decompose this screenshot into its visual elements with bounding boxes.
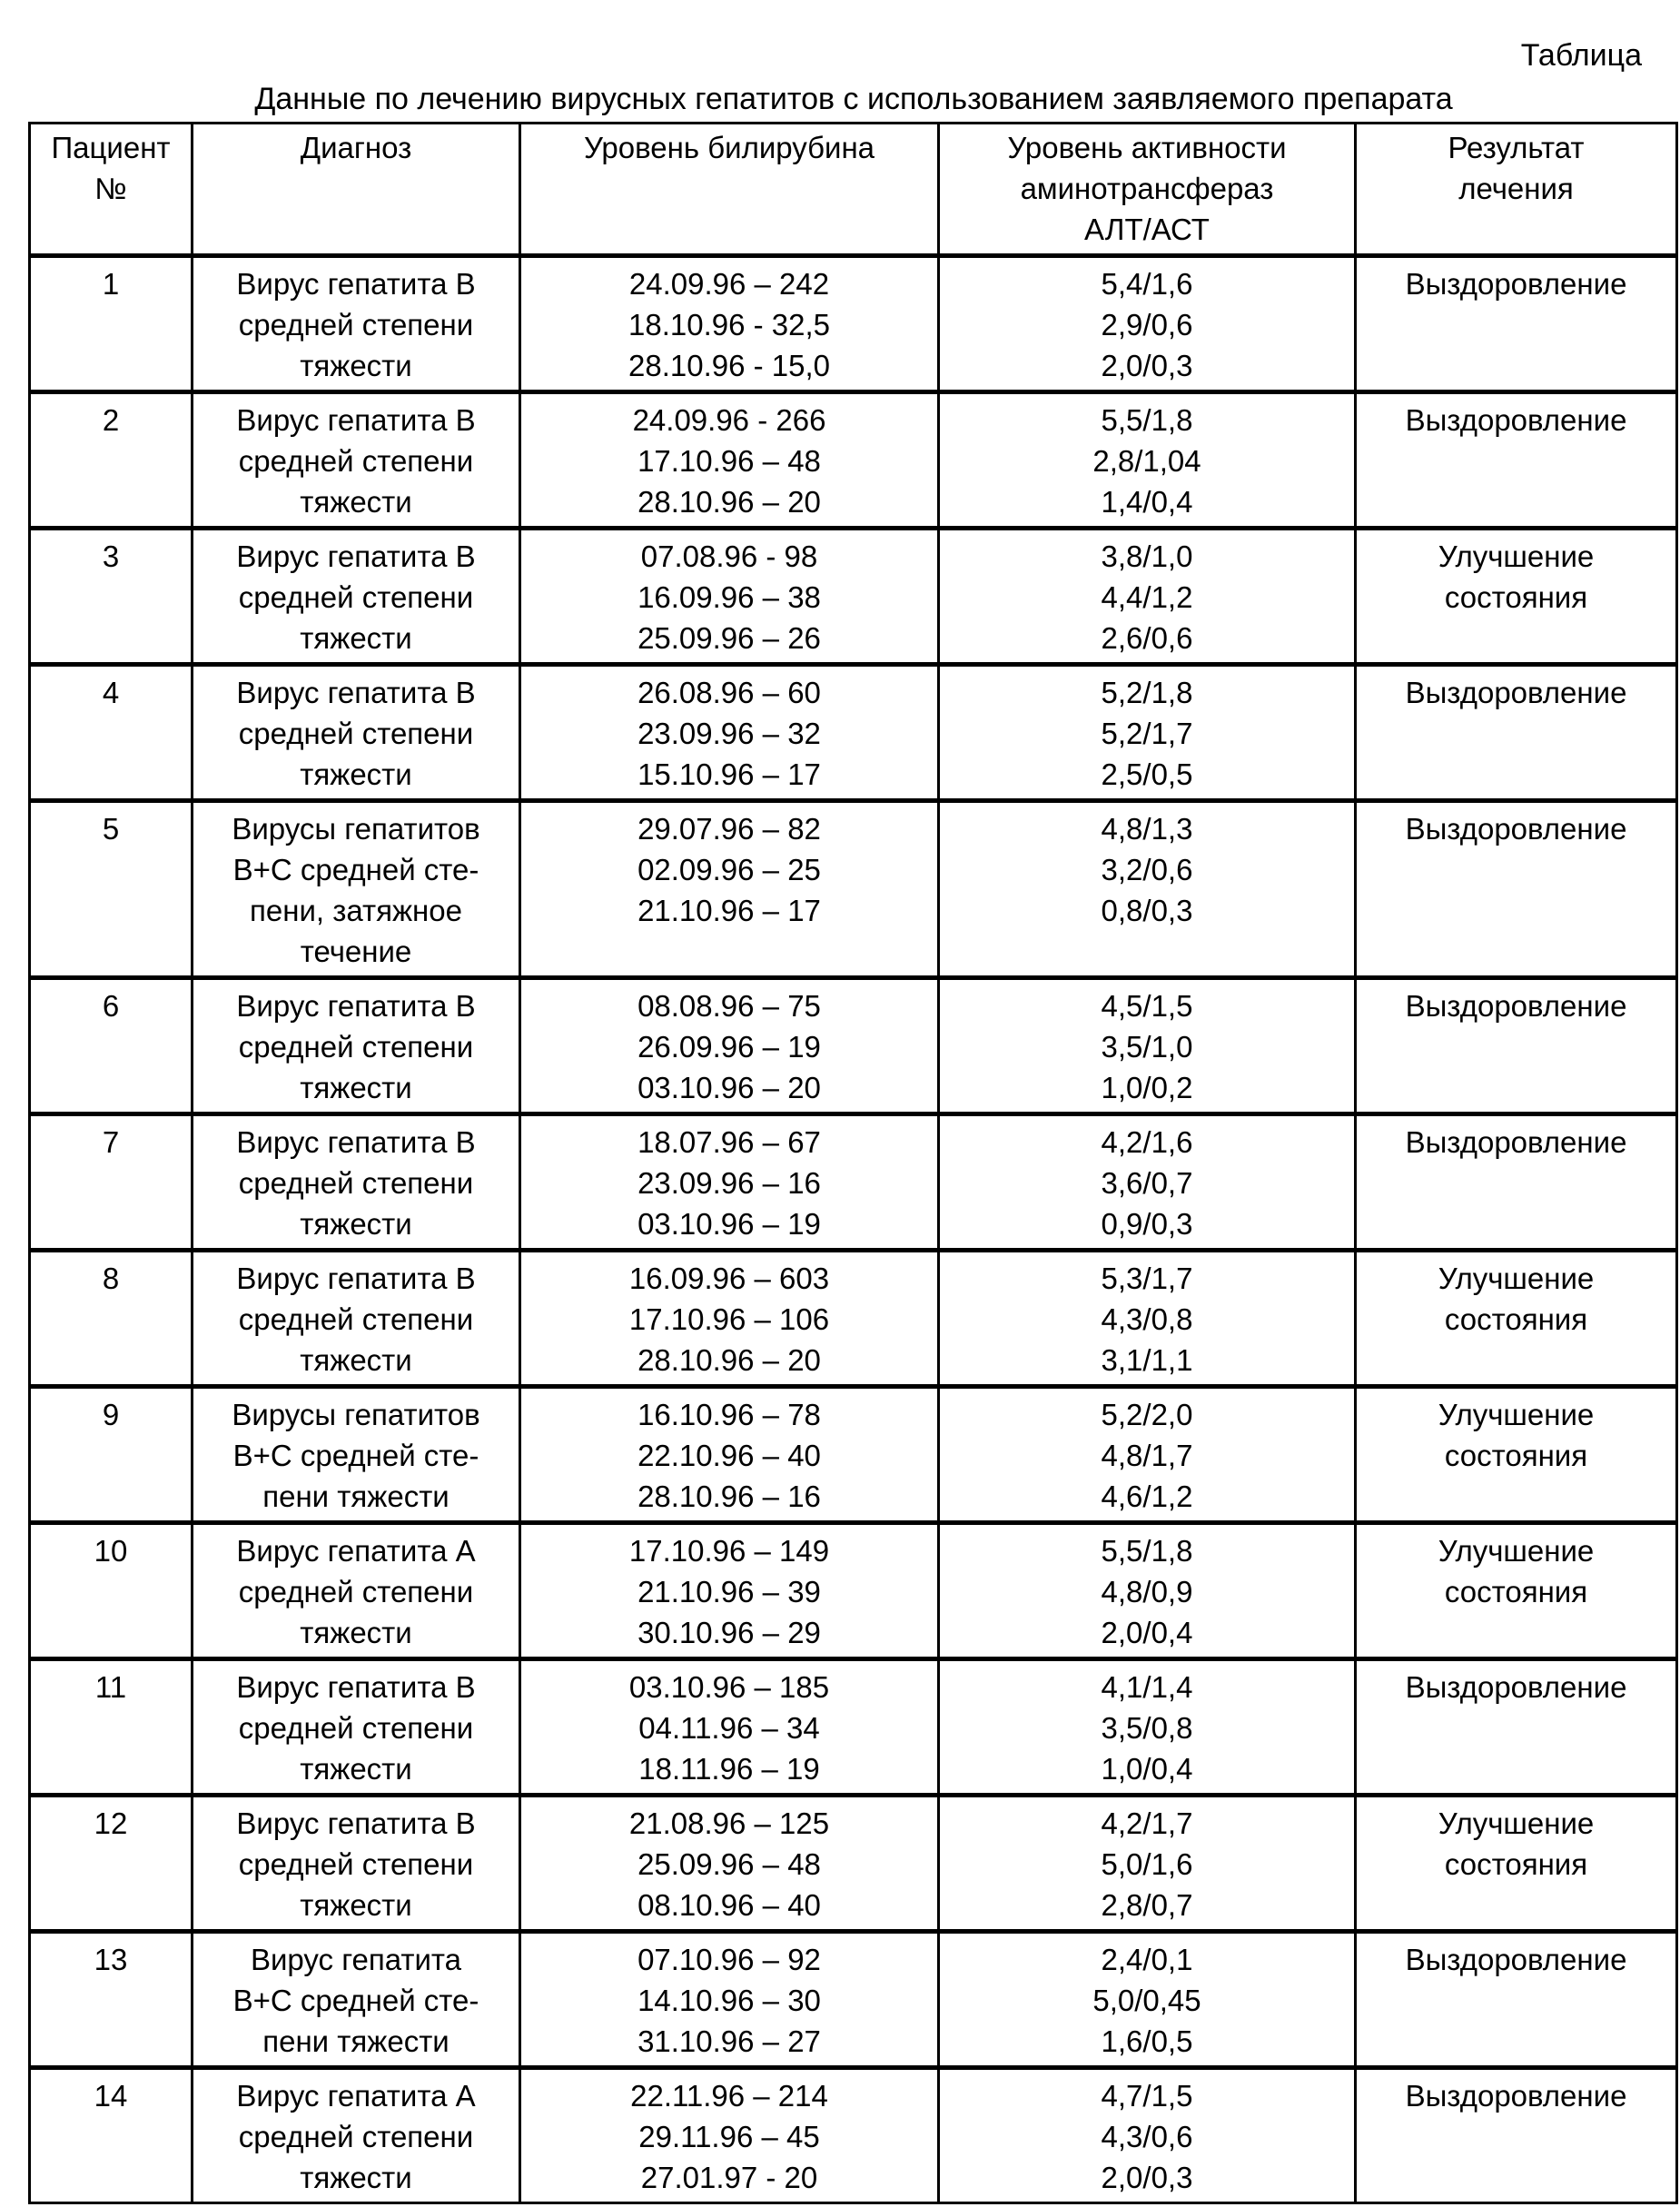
cell-bilirubin [520, 1387, 939, 1523]
bilirubin-measurement: 18.11.96 – 19 [638, 1752, 820, 1786]
result-line: состояния [1444, 580, 1588, 614]
diagnosis-line: тяжести [300, 1888, 412, 1922]
header-text-line: АЛТ/АСТ [1084, 213, 1210, 246]
table-row [30, 529, 1677, 665]
alt-ast-measurement: 0,9/0,3 [1101, 1207, 1193, 1241]
cell-diagnosis [193, 2068, 520, 2203]
result-line: Выздоровление [1405, 812, 1627, 846]
cell-result [1356, 665, 1677, 801]
alt-ast-measurement: 4,3/0,8 [1101, 1302, 1193, 1336]
cell-result [1356, 1932, 1677, 2068]
diagnosis-line: тяжести [300, 757, 412, 791]
result-line: состояния [1444, 1847, 1588, 1881]
cell-alt-ast [939, 392, 1356, 529]
table-row [30, 801, 1677, 978]
bilirubin-measurement: 28.10.96 – 20 [637, 1343, 821, 1377]
result-line: Выздоровление [1405, 403, 1627, 437]
cell-alt-ast [939, 1114, 1356, 1251]
diagnosis-line: средней степени [238, 717, 474, 750]
bilirubin-measurement: 16.10.96 – 78 [637, 1398, 821, 1431]
bilirubin-measurement: 17.10.96 – 149 [628, 1534, 830, 1568]
diagnosis-line: тяжести [300, 1071, 412, 1104]
alt-ast-measurement: 2,9/0,6 [1101, 308, 1193, 341]
diagnosis-line: средней степени [238, 1030, 474, 1064]
alt-ast-measurement: 3,6/0,7 [1101, 1166, 1193, 1200]
diagnosis-line: средней степени [238, 308, 474, 341]
cell-patient-number: 3 [30, 529, 193, 665]
alt-ast-measurement: 5,3/1,7 [1101, 1262, 1193, 1295]
header-alt-ast [939, 124, 1356, 256]
alt-ast-measurement: 3,8/1,0 [1101, 539, 1193, 573]
cell-patient-number: 12 [30, 1796, 193, 1932]
header-bilirubin [520, 124, 939, 256]
cell-result [1356, 978, 1677, 1114]
bilirubin-measurement: 18.07.96 – 67 [637, 1125, 821, 1159]
table-row [30, 1796, 1677, 1932]
alt-ast-measurement: 5,2/2,0 [1101, 1398, 1193, 1431]
cell-bilirubin [520, 1796, 939, 1932]
alt-ast-measurement: 4,7/1,5 [1101, 2079, 1193, 2113]
cell-patient-number: 4 [30, 665, 193, 801]
diagnosis-line: Вирус гепатита А [236, 1534, 476, 1568]
alt-ast-measurement: 2,6/0,6 [1101, 621, 1193, 655]
cell-alt-ast [939, 978, 1356, 1114]
diagnosis-line: тяжести [300, 1752, 412, 1786]
diagnosis-line: средней степени [238, 2120, 474, 2153]
result-line: Выздоровление [1405, 2079, 1627, 2113]
bilirubin-measurement: 29.11.96 – 45 [638, 2120, 820, 2153]
result-line: Улучшение [1438, 1534, 1595, 1568]
treatment-data-table [28, 122, 1678, 2204]
bilirubin-measurement: 23.09.96 – 32 [637, 717, 821, 750]
cell-result [1356, 1251, 1677, 1387]
diagnosis-line: средней степени [238, 1166, 474, 1200]
bilirubin-measurement: 17.10.96 – 48 [637, 444, 821, 478]
result-line: Выздоровление [1405, 989, 1627, 1023]
cell-alt-ast [939, 801, 1356, 978]
bilirubin-measurement: 21.08.96 – 125 [628, 1806, 830, 1840]
alt-ast-measurement: 2,0/0,3 [1101, 349, 1193, 382]
cell-bilirubin [520, 978, 939, 1114]
cell-result [1356, 256, 1677, 392]
diagnosis-line: Вирус гепатита В [236, 403, 476, 437]
result-line: Улучшение [1438, 1806, 1595, 1840]
bilirubin-measurement: 02.09.96 – 25 [637, 853, 821, 886]
header-patient [30, 124, 193, 256]
result-line: Улучшение [1438, 1262, 1595, 1295]
alt-ast-measurement: 5,4/1,6 [1101, 267, 1193, 301]
bilirubin-measurement: 21.10.96 – 39 [637, 1575, 821, 1608]
result-line: Выздоровление [1405, 1943, 1627, 1976]
diagnosis-line: тяжести [300, 1207, 412, 1241]
diagnosis-line: тяжести [300, 485, 412, 519]
cell-diagnosis [193, 392, 520, 529]
diagnosis-line: тяжести [300, 2161, 412, 2194]
bilirubin-measurement: 03.10.96 – 185 [628, 1670, 830, 1704]
table-row [30, 1251, 1677, 1387]
alt-ast-measurement: 1,0/0,2 [1101, 1071, 1193, 1104]
cell-result [1356, 1387, 1677, 1523]
bilirubin-measurement: 07.08.96 - 98 [640, 539, 818, 573]
cell-patient-number: 6 [30, 978, 193, 1114]
diagnosis-line: Вирусы гепатитов [232, 1398, 480, 1431]
alt-ast-measurement: 4,2/1,7 [1101, 1806, 1193, 1840]
header-text-line: Пациент [51, 131, 171, 164]
bilirubin-measurement: 08.10.96 – 40 [637, 1888, 821, 1922]
cell-bilirubin [520, 2068, 939, 2203]
cell-bilirubin [520, 1114, 939, 1251]
diagnosis-line: тяжести [300, 1343, 412, 1377]
cell-alt-ast [939, 1796, 1356, 1932]
alt-ast-measurement: 4,8/1,3 [1101, 812, 1193, 846]
diagnosis-line: Вирус гепатита В [236, 267, 476, 301]
alt-ast-measurement: 4,6/1,2 [1101, 1480, 1193, 1513]
header-result [1356, 124, 1677, 256]
table-row [30, 1523, 1677, 1659]
cell-diagnosis [193, 1932, 520, 2068]
cell-diagnosis [193, 665, 520, 801]
bilirubin-measurement: 03.10.96 – 20 [637, 1071, 821, 1104]
cell-patient-number: 13 [30, 1932, 193, 2068]
cell-alt-ast [939, 1251, 1356, 1387]
result-line: Улучшение [1438, 539, 1595, 573]
diagnosis-line: средней степени [238, 1711, 474, 1745]
alt-ast-measurement: 4,8/0,9 [1101, 1575, 1193, 1608]
table-title: Данные по лечению вирусных гепатитов с использованием заявляемого препарата [254, 82, 1453, 116]
header-text-line: Уровень активности [1007, 131, 1287, 164]
alt-ast-measurement: 3,1/1,1 [1101, 1343, 1193, 1377]
alt-ast-measurement: 1,6/0,5 [1101, 2024, 1193, 2058]
result-line: Выздоровление [1405, 1670, 1627, 1704]
header-text-line: Уровень билирубина [583, 131, 875, 164]
cell-alt-ast [939, 665, 1356, 801]
cell-alt-ast [939, 1523, 1356, 1659]
table-row [30, 1387, 1677, 1523]
bilirubin-measurement: 16.09.96 – 38 [637, 580, 821, 614]
diagnosis-line: Вирус гепатита В [236, 676, 476, 709]
cell-result [1356, 529, 1677, 665]
cell-patient-number: 7 [30, 1114, 193, 1251]
diagnosis-line: средней степени [238, 1847, 474, 1881]
cell-alt-ast [939, 256, 1356, 392]
cell-diagnosis [193, 1796, 520, 1932]
alt-ast-measurement: 2,0/0,4 [1101, 1616, 1193, 1649]
cell-bilirubin [520, 529, 939, 665]
alt-ast-measurement: 2,4/0,1 [1101, 1943, 1193, 1976]
cell-bilirubin [520, 1251, 939, 1387]
diagnosis-line: средней степени [238, 1575, 474, 1608]
alt-ast-measurement: 5,2/1,7 [1101, 717, 1193, 750]
alt-ast-measurement: 4,1/1,4 [1101, 1670, 1193, 1704]
alt-ast-measurement: 2,8/0,7 [1101, 1888, 1193, 1922]
diagnosis-line: пени тяжести [262, 1480, 450, 1513]
diagnosis-line: В+С средней сте- [232, 1984, 479, 2017]
alt-ast-measurement: 3,5/0,8 [1101, 1711, 1193, 1745]
bilirubin-measurement: 28.10.96 – 16 [637, 1480, 821, 1513]
cell-bilirubin [520, 1932, 939, 2068]
cell-patient-number: 1 [30, 256, 193, 392]
cell-result [1356, 1523, 1677, 1659]
header-diagnosis [193, 124, 520, 256]
diagnosis-line: пени, затяжное [250, 894, 462, 927]
diagnosis-line: тяжести [300, 621, 412, 655]
alt-ast-measurement: 3,5/1,0 [1101, 1030, 1193, 1064]
diagnosis-line: В+С средней сте- [232, 853, 479, 886]
cell-diagnosis [193, 978, 520, 1114]
bilirubin-measurement: 17.10.96 – 106 [628, 1302, 830, 1336]
diagnosis-line: Вирус гепатита А [236, 2079, 476, 2113]
diagnosis-line: Вирус гепатита В [236, 1262, 476, 1295]
cell-alt-ast [939, 2068, 1356, 2203]
bilirubin-measurement: 16.09.96 – 603 [628, 1262, 830, 1295]
header-text-line: лечения [1458, 172, 1574, 205]
bilirubin-measurement: 03.10.96 – 19 [637, 1207, 821, 1241]
diagnosis-line: Вирус гепатита В [236, 539, 476, 573]
cell-result [1356, 1796, 1677, 1932]
alt-ast-measurement: 4,5/1,5 [1101, 989, 1193, 1023]
alt-ast-measurement: 3,2/0,6 [1101, 853, 1193, 886]
diagnosis-line: течение [300, 935, 412, 968]
bilirubin-measurement: 18.10.96 - 32,5 [628, 308, 830, 341]
diagnosis-line: пени тяжести [262, 2024, 450, 2058]
bilirubin-measurement: 07.10.96 – 92 [637, 1943, 821, 1976]
alt-ast-measurement: 1,0/0,4 [1101, 1752, 1193, 1786]
diagnosis-line: Вирус гепатита В [236, 1670, 476, 1704]
cell-patient-number: 8 [30, 1251, 193, 1387]
header-text-line: № [94, 172, 127, 205]
diagnosis-line: Вирус гепатита В [236, 989, 476, 1023]
cell-bilirubin [520, 392, 939, 529]
alt-ast-measurement: 5,2/1,8 [1101, 676, 1193, 709]
bilirubin-measurement: 21.10.96 – 17 [637, 894, 821, 927]
cell-patient-number: 2 [30, 392, 193, 529]
cell-bilirubin [520, 665, 939, 801]
cell-result [1356, 1114, 1677, 1251]
alt-ast-measurement: 5,5/1,8 [1101, 403, 1193, 437]
alt-ast-measurement: 4,8/1,7 [1101, 1439, 1193, 1472]
alt-ast-measurement: 4,2/1,6 [1101, 1125, 1193, 1159]
cell-patient-number: 14 [30, 2068, 193, 2203]
cell-alt-ast [939, 1659, 1356, 1796]
cell-bilirubin [520, 1659, 939, 1796]
bilirubin-measurement: 27.01.97 - 20 [640, 2161, 818, 2194]
cell-diagnosis [193, 1251, 520, 1387]
result-line: Выздоровление [1405, 1125, 1627, 1159]
bilirubin-measurement: 31.10.96 – 27 [637, 2024, 821, 2058]
diagnosis-line: средней степени [238, 580, 474, 614]
bilirubin-measurement: 28.10.96 – 20 [637, 485, 821, 519]
table-caption: Таблица [1520, 38, 1642, 73]
cell-diagnosis [193, 1114, 520, 1251]
diagnosis-line: средней степени [238, 444, 474, 478]
table-header-row [30, 124, 1677, 256]
header-text-line: Диагноз [300, 131, 412, 164]
diagnosis-line: тяжести [300, 1616, 412, 1649]
diagnosis-line: Вирус гепатита [250, 1943, 462, 1976]
cell-patient-number: 10 [30, 1523, 193, 1659]
cell-alt-ast [939, 1387, 1356, 1523]
alt-ast-measurement: 2,5/0,5 [1101, 757, 1193, 791]
bilirubin-measurement: 24.09.96 – 242 [628, 267, 830, 301]
bilirubin-measurement: 28.10.96 - 15,0 [628, 349, 830, 382]
table-row [30, 256, 1677, 392]
diagnosis-line: средней степени [238, 1302, 474, 1336]
cell-bilirubin [520, 256, 939, 392]
table-row [30, 665, 1677, 801]
cell-bilirubin [520, 1523, 939, 1659]
alt-ast-measurement: 5,0/0,45 [1092, 1984, 1201, 2017]
bilirubin-measurement: 26.08.96 – 60 [637, 676, 821, 709]
result-line: Выздоровление [1405, 267, 1627, 301]
cell-patient-number: 9 [30, 1387, 193, 1523]
table-row [30, 392, 1677, 529]
cell-alt-ast [939, 1932, 1356, 2068]
bilirubin-measurement: 15.10.96 – 17 [637, 757, 821, 791]
bilirubin-measurement: 23.09.96 – 16 [637, 1166, 821, 1200]
bilirubin-measurement: 25.09.96 – 48 [637, 1847, 821, 1881]
cell-diagnosis [193, 256, 520, 392]
table-body [30, 256, 1677, 2203]
cell-result [1356, 1659, 1677, 1796]
result-line: Выздоровление [1405, 676, 1627, 709]
cell-result [1356, 392, 1677, 529]
bilirubin-measurement: 30.10.96 – 29 [637, 1616, 821, 1649]
bilirubin-measurement: 29.07.96 – 82 [637, 812, 821, 846]
cell-diagnosis [193, 1659, 520, 1796]
alt-ast-measurement: 2,8/1,04 [1092, 444, 1201, 478]
alt-ast-measurement: 0,8/0,3 [1101, 894, 1193, 927]
cell-result [1356, 2068, 1677, 2203]
alt-ast-measurement: 4,4/1,2 [1101, 580, 1193, 614]
cell-diagnosis [193, 801, 520, 978]
table-row [30, 1114, 1677, 1251]
alt-ast-measurement: 4,3/0,6 [1101, 2120, 1193, 2153]
bilirubin-measurement: 04.11.96 – 34 [638, 1711, 820, 1745]
cell-patient-number: 11 [30, 1659, 193, 1796]
cell-result [1356, 801, 1677, 978]
table-row [30, 1932, 1677, 2068]
alt-ast-measurement: 1,4/0,4 [1101, 485, 1193, 519]
bilirubin-measurement: 22.11.96 – 214 [630, 2079, 828, 2113]
cell-alt-ast [939, 529, 1356, 665]
table-row [30, 2068, 1677, 2203]
diagnosis-line: Вирус гепатита В [236, 1806, 476, 1840]
table-row [30, 1659, 1677, 1796]
diagnosis-line: Вирусы гепатитов [232, 812, 480, 846]
cell-diagnosis [193, 1523, 520, 1659]
cell-diagnosis [193, 1387, 520, 1523]
alt-ast-measurement: 2,0/0,3 [1101, 2161, 1193, 2194]
diagnosis-line: В+С средней сте- [232, 1439, 479, 1472]
alt-ast-measurement: 5,0/1,6 [1101, 1847, 1193, 1881]
bilirubin-measurement: 22.10.96 – 40 [637, 1439, 821, 1472]
result-line: состояния [1444, 1302, 1588, 1336]
header-text-line: Результат [1448, 131, 1585, 164]
bilirubin-measurement: 08.08.96 – 75 [637, 989, 821, 1023]
result-line: Улучшение [1438, 1398, 1595, 1431]
diagnosis-line: Вирус гепатита В [236, 1125, 476, 1159]
result-line: состояния [1444, 1439, 1588, 1472]
cell-patient-number: 5 [30, 801, 193, 978]
cell-diagnosis [193, 529, 520, 665]
cell-bilirubin [520, 801, 939, 978]
result-line: состояния [1444, 1575, 1588, 1608]
table-row [30, 978, 1677, 1114]
diagnosis-line: тяжести [300, 349, 412, 382]
header-text-line: аминотрансфераз [1020, 172, 1274, 205]
bilirubin-measurement: 24.09.96 - 266 [632, 403, 826, 437]
bilirubin-measurement: 26.09.96 – 19 [637, 1030, 821, 1064]
bilirubin-measurement: 14.10.96 – 30 [637, 1984, 821, 2017]
alt-ast-measurement: 5,5/1,8 [1101, 1534, 1193, 1568]
bilirubin-measurement: 25.09.96 – 26 [637, 621, 821, 655]
